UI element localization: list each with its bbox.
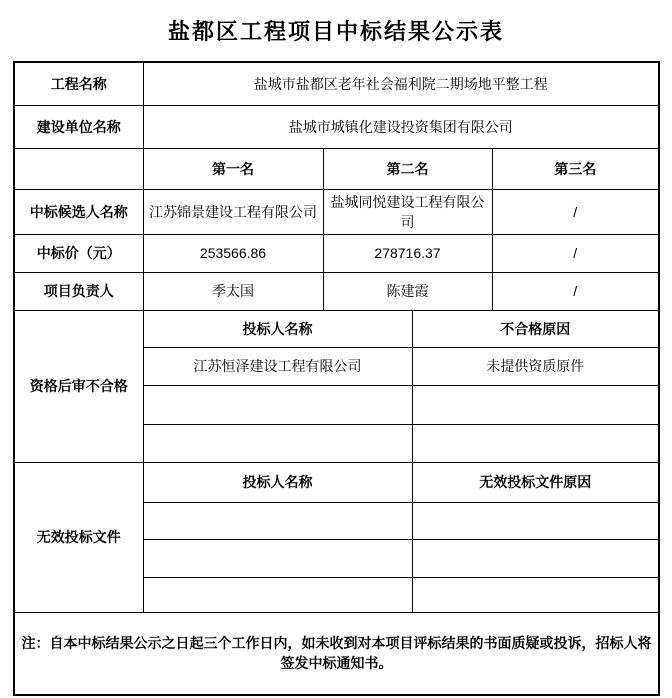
invalid-reason-header: 无效投标文件原因 [412, 462, 659, 502]
invalid-header-row [14, 462, 659, 502]
manager-label: 项目负责人 [14, 272, 143, 310]
invalid-reason-empty [412, 502, 659, 539]
price-first-value: 253566.86 [143, 234, 323, 272]
rank-header-row [14, 148, 659, 189]
candidate-first-value: 江苏锦景建设工程有限公司 [143, 189, 323, 234]
manager-second-value: 陈建霞 [323, 272, 492, 310]
invalid-reason-empty [412, 539, 659, 577]
invalid-bidder-empty [143, 539, 412, 577]
price-row [14, 234, 659, 272]
project-name-row [14, 62, 659, 105]
owner-value: 盐城市城镇化建设投资集团有限公司 [143, 105, 659, 148]
postqual-bidder-header: 投标人名称 [143, 310, 412, 347]
rank-third-header: 第三名 [492, 148, 659, 189]
bid-result-table [13, 61, 660, 696]
candidate-third-value: / [492, 189, 659, 234]
postqual-header-row [14, 310, 659, 347]
invalid-section-label: 无效投标文件 [14, 462, 143, 612]
manager-row [14, 272, 659, 310]
postqual-reason-empty [412, 424, 659, 462]
project-name-value: 盐城市盐都区老年社会福利院二期场地平整工程 [143, 62, 659, 105]
candidates-row [14, 189, 659, 234]
invalid-reason-empty [412, 577, 659, 612]
manager-third-value: / [492, 272, 659, 310]
rank-second-header: 第二名 [323, 148, 492, 189]
postqual-bidder-value: 江苏恒泽建设工程有限公司 [143, 347, 412, 385]
price-third-value: / [492, 234, 659, 272]
page-title: 盐都区工程项目中标结果公示表 [167, 19, 504, 44]
rank-first-header: 第一名 [143, 148, 323, 189]
postqual-reason-empty [412, 385, 659, 424]
postqual-reason-value: 未提供资质原件 [412, 347, 659, 385]
manager-first-value: 季太国 [143, 272, 323, 310]
postqual-section-label: 资格后审不合格 [14, 310, 143, 462]
postqual-bidder-empty [143, 424, 412, 462]
postqual-reason-header: 不合格原因 [412, 310, 659, 347]
price-second-value: 278716.37 [323, 234, 492, 272]
invalid-bidder-empty [143, 502, 412, 539]
owner-row [14, 105, 659, 148]
owner-label: 建设单位名称 [14, 105, 143, 148]
postqual-bidder-empty [143, 385, 412, 424]
invalid-bidder-empty [143, 577, 412, 612]
candidates-label: 中标候选人名称 [14, 189, 143, 234]
invalid-bidder-header: 投标人名称 [143, 462, 412, 502]
note-text: 注：自本中标结果公示之日起三个工作日内，如未收到对本项目评标结果的书面质疑或投诉，招标人将签发中标通知书。 [14, 612, 659, 695]
note-row [14, 612, 659, 695]
candidate-second-value: 盐城同悦建设工程有限公司 [323, 189, 492, 234]
project-name-label: 工程名称 [14, 62, 143, 105]
rank-header-empty-cell [14, 148, 143, 189]
price-label: 中标价（元） [14, 234, 143, 272]
